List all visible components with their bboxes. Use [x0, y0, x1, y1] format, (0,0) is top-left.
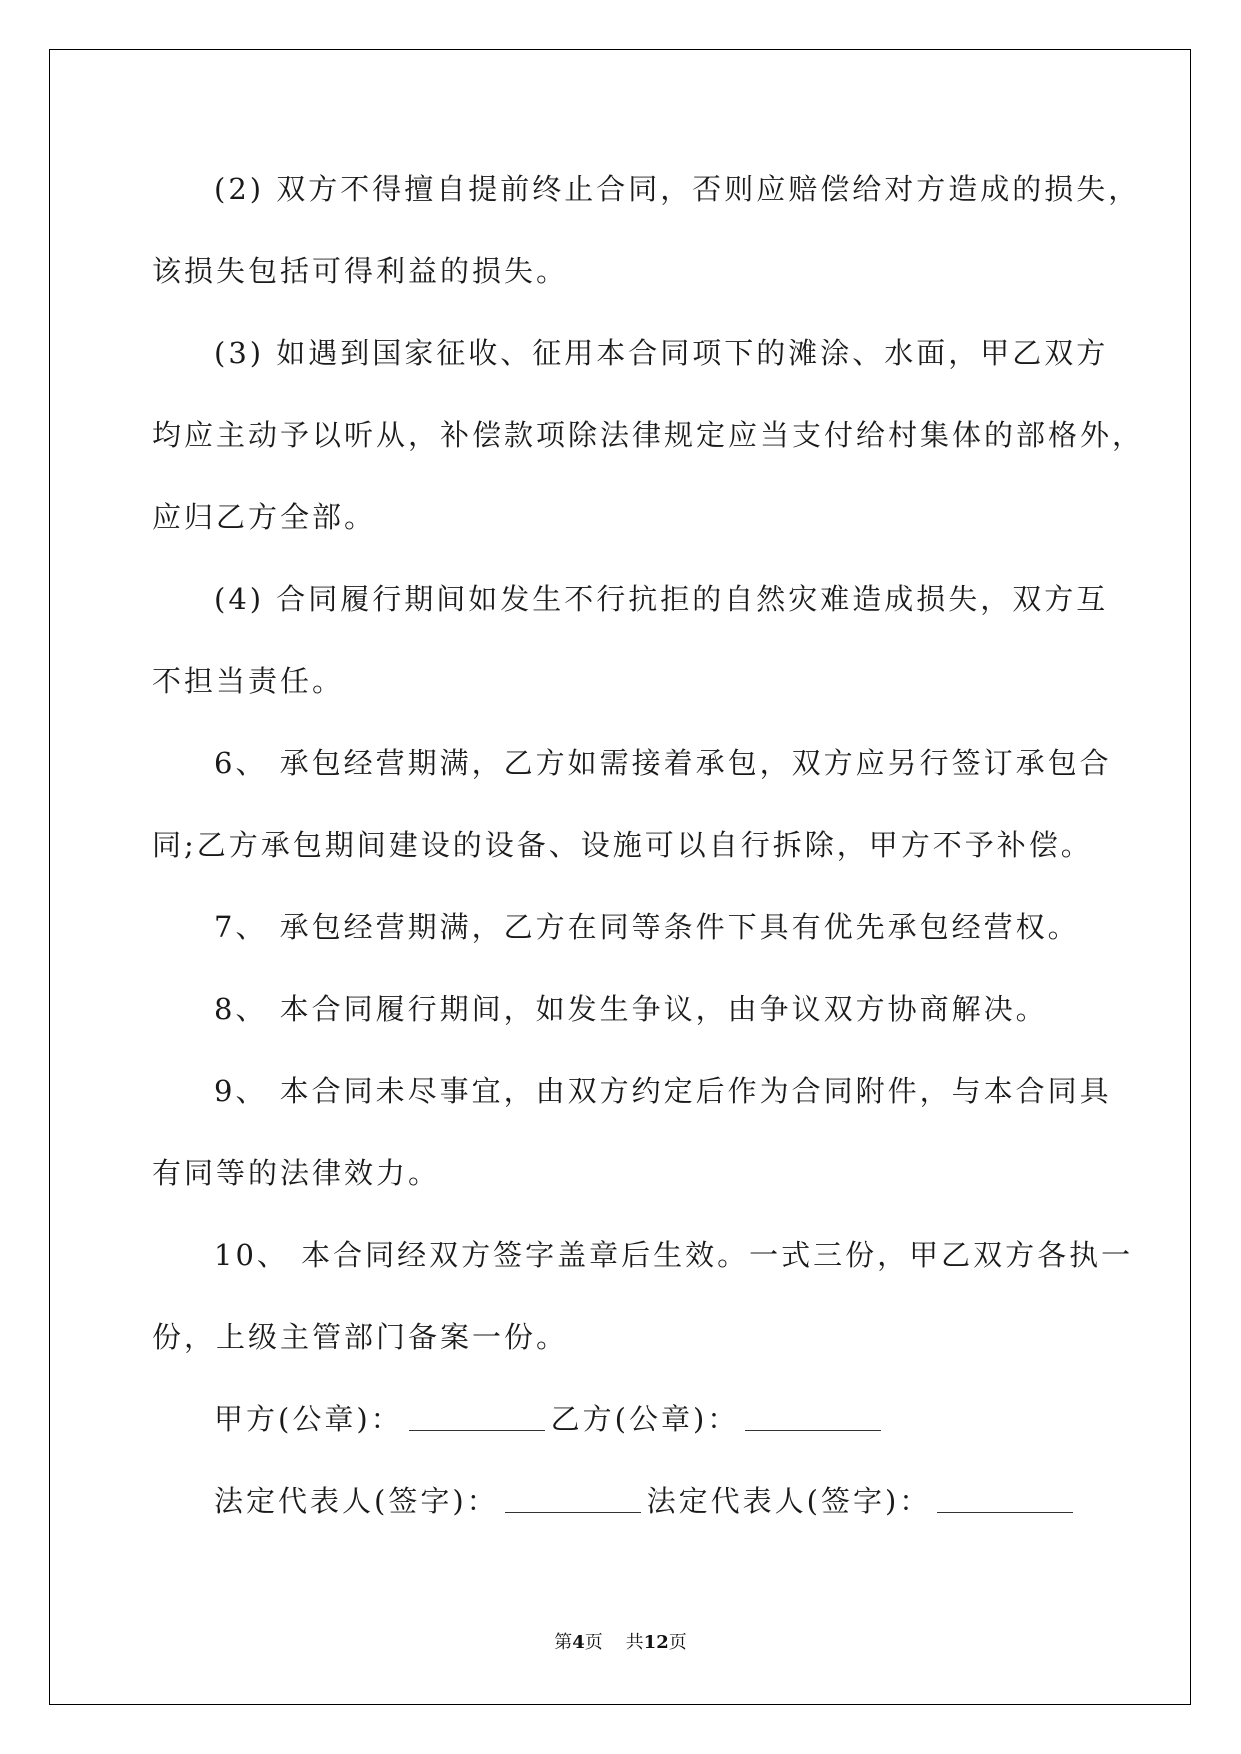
footer-page-number: 4: [572, 1632, 585, 1653]
item-6-line-2: 同;乙方承包期间建设的设备、设施可以自行拆除，甲方不予补偿。: [152, 828, 1093, 862]
item-10-line-2: 份，上级主管部门备案一份。: [152, 1320, 569, 1354]
representative-line: [152, 1460, 1107, 1542]
page-footer: [0, 1628, 1241, 1654]
item-9-line-2: 有同等的法律效力。: [152, 1156, 441, 1190]
document-body: [152, 148, 1145, 1542]
item-8-line-1: 8、 本合同履行期间，如发生争议，由争议双方协商解决。: [214, 992, 1048, 1026]
party-b-seal-blank: [745, 1400, 881, 1431]
rep-b-label: 法定代表人(签字)：: [646, 1484, 932, 1518]
rep-a-label: 法定代表人(签字)：: [214, 1484, 499, 1518]
item-6-line-1: 6、 承包经营期满，乙方如需接着承包，双方应另行签订承包合: [214, 746, 1112, 780]
party-a-seal-label: 甲方(公章)：: [214, 1402, 403, 1436]
footer-total-pages: 12: [643, 1632, 669, 1653]
clause-3-line-2: 均应主动予以听从，补偿款项除法律规定应当支付给村集体的部格外，: [152, 418, 1145, 452]
party-a-seal-blank: [409, 1400, 545, 1431]
footer-prefix: 第: [554, 1632, 573, 1653]
seal-line: [152, 1378, 1107, 1460]
clause-2-line-1: (2) 双方不得擅自提前终止合同，否则应赔偿给对方造成的损失，: [214, 172, 1141, 206]
item-7-line-1: 7、 承包经营期满，乙方在同等条件下具有优先承包经营权。: [214, 910, 1080, 944]
clause-4-line-2: 不担当责任。: [152, 664, 345, 698]
rep-a-signature-blank: [505, 1482, 641, 1513]
item-9-line-1: 9、 本合同未尽事宜，由双方约定后作为合同附件，与本合同具: [214, 1074, 1112, 1108]
clause-2-line-2: 该损失包括可得利益的损失。: [152, 254, 569, 288]
clause-3-line-1: (3) 如遇到国家征收、征用本合同项下的滩涂、水面，甲乙双方: [214, 336, 1109, 370]
footer-total-prefix: 共: [625, 1632, 644, 1653]
footer-total-suffix: 页: [668, 1632, 687, 1653]
clause-3-line-3: 应归乙方全部。: [152, 500, 377, 534]
rep-b-signature-blank: [937, 1482, 1073, 1513]
party-b-seal-label: 乙方(公章)：: [550, 1402, 740, 1436]
footer-page-suffix: 页: [584, 1632, 603, 1653]
clause-4-line-1: (4) 合同履行期间如发生不行抗拒的自然灾难造成损失，双方互: [214, 582, 1109, 616]
item-10-line-1: 10、 本合同经双方签字盖章后生效。一式三份，甲乙双方各执一: [214, 1238, 1134, 1272]
